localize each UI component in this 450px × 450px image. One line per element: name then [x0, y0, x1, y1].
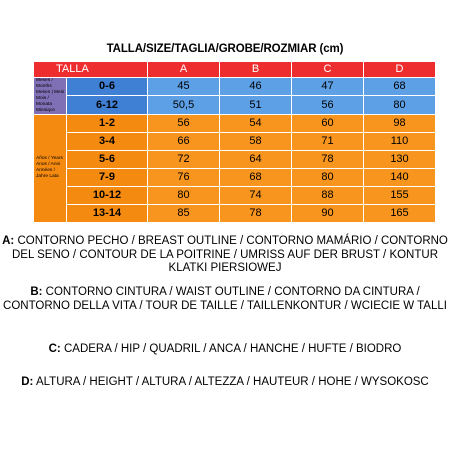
header-a: A [148, 62, 220, 78]
value-b: 68 [220, 168, 292, 186]
legend-b-key: B: [30, 286, 43, 298]
value-c: 90 [292, 204, 364, 222]
legend-c-key: C: [48, 343, 61, 355]
value-d: 68 [364, 78, 436, 96]
header-c: C [292, 62, 364, 78]
value-c: 78 [292, 150, 364, 168]
legend-d [0, 376, 450, 390]
value-a: 76 [148, 168, 220, 186]
legend-a [0, 235, 450, 276]
size-cell: 6-12 [67, 96, 148, 114]
size-table [33, 61, 436, 223]
value-c: 47 [292, 78, 364, 96]
value-a: 56 [148, 114, 220, 132]
value-b: 54 [220, 114, 292, 132]
value-d: 110 [364, 132, 436, 150]
legend-c-text: CADERA / HIP / QUADRIL / ANCA / HANCHE / HUFTE / BIODRO [63, 343, 402, 355]
value-b: 64 [220, 150, 292, 168]
size-cell: 3-4 [67, 132, 148, 150]
value-c: 88 [292, 186, 364, 204]
value-b: 58 [220, 132, 292, 150]
size-cell: 5-6 [67, 150, 148, 168]
value-c: 80 [292, 168, 364, 186]
value-a: 66 [148, 132, 220, 150]
size-cell: 1-2 [67, 114, 148, 132]
value-a: 72 [148, 150, 220, 168]
table-row [34, 78, 436, 96]
value-b: 51 [220, 96, 292, 114]
legend-a-key: A: [2, 235, 15, 247]
group-label-years: Años / Years Anos / Anni Années / Jahre Lata [34, 114, 67, 222]
value-a: 45 [148, 78, 220, 96]
table-row [34, 96, 436, 114]
value-d: 140 [364, 168, 436, 186]
value-b: 74 [220, 186, 292, 204]
size-cell: 10-12 [67, 186, 148, 204]
value-d: 165 [364, 204, 436, 222]
value-a: 85 [148, 204, 220, 222]
table-row [34, 114, 436, 132]
legend-d-text: ALTURA / HEIGHT / ALTURA / ALTEZZA / HAUTEUR / HOHE / WYSOKOSC [35, 376, 429, 388]
size-chart-title: TALLA/SIZE/TAGLIA/GROBE/ROZMIAR (cm) [106, 43, 344, 55]
value-d: 130 [364, 150, 436, 168]
header-d: D [364, 62, 436, 78]
value-b: 46 [220, 78, 292, 96]
legend-b [0, 286, 450, 313]
legend-a-text: CONTORNO PECHO / BREAST OUTLINE / CONTORNO MAMÁRIO / CONTORNO DEL SENO / CONTOUR DE LA POITRINE / UMRISS AUF DER BRUST / KONTUR KLATKI PIERSIOWEJ [12, 235, 448, 274]
size-cell: 7-9 [67, 168, 148, 186]
table-row [34, 150, 436, 168]
table-row [34, 132, 436, 150]
value-c: 60 [292, 114, 364, 132]
legend-d-key: D: [21, 376, 34, 388]
legend-b-text: CONTORNO CINTURA / WAIST OUTLINE / CONTORNO DA CINTURA / CONTORNO DELLA VITA / TOUR DE TAILLE / TAILLENKONTUR / WCIECIE W TALLI [3, 286, 447, 312]
size-cell: 13-14 [67, 204, 148, 222]
legend-c [0, 343, 450, 357]
table-header-row [34, 62, 436, 78]
header-talla: TALLA [34, 62, 148, 78]
header-b: B [220, 62, 292, 78]
value-d: 80 [364, 96, 436, 114]
size-cell: 0-6 [67, 78, 148, 96]
value-c: 71 [292, 132, 364, 150]
value-d: 155 [364, 186, 436, 204]
value-a: 50,5 [148, 96, 220, 114]
value-a: 80 [148, 186, 220, 204]
value-c: 56 [292, 96, 364, 114]
table-row [34, 168, 436, 186]
table-row [34, 204, 436, 222]
value-d: 98 [364, 114, 436, 132]
table-row [34, 186, 436, 204]
value-b: 78 [220, 204, 292, 222]
group-label-months: Meses / Months Meses | Mesi Mois / Monata Miesiące [34, 78, 67, 115]
